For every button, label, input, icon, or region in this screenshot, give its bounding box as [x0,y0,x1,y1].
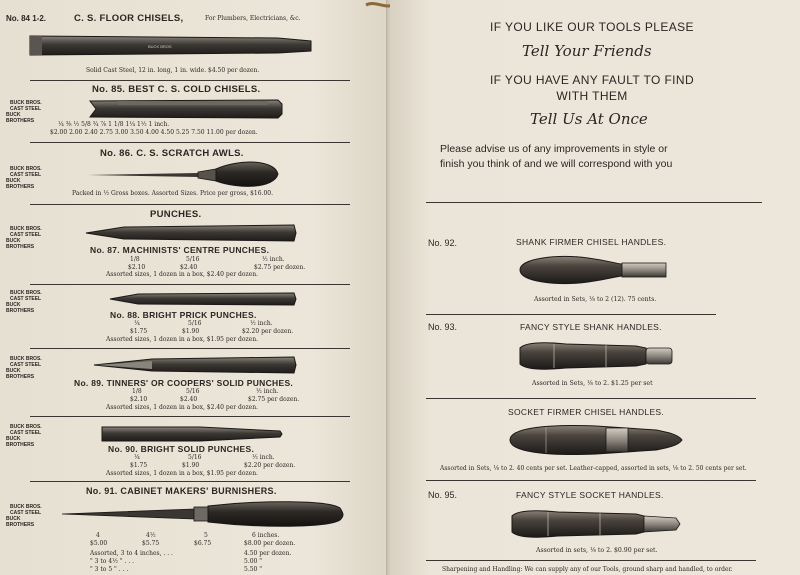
buck-bros-stamp: BUCK BROS. CAST STEEL BUCK BROTHERS [6,290,42,314]
buck-bros-stamp: BUCK BROS. CAST STEEL BUCK BROTHERS [6,504,42,528]
bright-solid-note: Assorted sizes, 1 dozen in a box, $1.95 per dozen. [106,470,258,477]
price-label: $1.90 [182,462,200,469]
burnishers-title: No. 91. CABINET MAKERS' BURNISHERS. [86,486,277,496]
size-label: 1/8 [130,256,140,263]
scratch-awl-illustration [88,157,282,191]
advice-line-1: Please advise us of any improvements in style or [440,143,668,155]
size-label: ¼ [134,454,140,461]
n92-note: Assorted in Sets, ⅛ to 2 (12). 75 cents. [534,296,657,303]
left-page [0,0,388,575]
n95-number: No. 95. [428,490,458,500]
shank-handle-illustration [518,252,670,288]
burnisher-row-label: " 3 to 4½ " . . . [90,558,135,565]
centre-punches-note: Assorted sizes, 1 dozen in a box, $2.40 per dozen. [106,271,258,278]
size-label: ½ inch. [252,454,275,461]
buck-bros-stamp: BUCK BROS. CAST STEEL BUCK BROTHERS [6,356,42,380]
divider [30,204,350,205]
fault-tagline: Tell Us At Once [530,110,648,128]
size-label: 5/16 [188,454,202,461]
divider [30,348,350,349]
scratch-awls-note: Packed in ½ Gross boxes. Assorted Sizes. Price per gross, $16.00. [72,190,273,197]
n94-title: SOCKET FIRMER CHISEL HANDLES. [508,407,665,417]
price-label: $6.75 [194,540,212,547]
size-label: ½ inch. [262,256,285,263]
price-label: $1.75 [130,462,148,469]
price-label: $2.75 per dozen. [248,396,300,403]
fault-heading-2: WITH THEM [556,89,628,103]
friends-heading: IF YOU LIKE OUR TOOLS PLEASE [490,20,694,34]
floor-chisels-subtitle: For Plumbers, Electricians, &c. [205,15,301,22]
n95-note: Assorted in sets, ⅛ to 2. $0.90 per set. [536,547,658,554]
prick-punches-note: Assorted sizes, 1 dozen in a box, $1.95 per dozen. [106,336,258,343]
n92-number: No. 92. [428,238,458,248]
burnisher-row-price: 5.00 " [244,558,263,565]
size-label: ½ inch. [250,320,273,327]
solid-punches-note: Assorted sizes, 1 dozen in a box, $2.40 per dozen. [106,404,258,411]
price-label: $2.40 [180,264,198,271]
solid-punch-illustration [92,354,298,376]
footer-note: Sharpening and Handling: We can supply any of our Tools, ground sharp and handled, to order. [442,566,733,573]
buck-bros-stamp: BUCK BROS. CAST STEEL BUCK BROTHERS [6,166,42,190]
price-label: $2.20 per dozen. [242,328,294,335]
size-label: 4 [96,532,100,539]
buck-bros-stamp: BUCK BROS. CAST STEEL BUCK BROTHERS [6,226,42,250]
cold-chisels-title: No. 85. BEST C. S. COLD CHISELS. [92,84,261,95]
advice-line-2: finish you think of and we will correspond with you [440,158,673,170]
divider [30,142,350,143]
svg-text:BUCK BROS: BUCK BROS [148,44,172,49]
n95-title: FANCY STYLE SOCKET HANDLES. [516,490,664,500]
burnisher-row-label: " 3 to 5 " . . . [90,566,129,573]
centre-punches-title: No. 87. MACHINISTS' CENTRE PUNCHES. [90,245,270,255]
size-label: 5/16 [186,388,200,395]
price-label: $8.00 per dozen. [244,540,296,547]
size-label: ½ inch. [256,388,279,395]
floor-chisels-title: C. S. FLOOR CHISELS, [74,13,184,24]
bright-solid-title: No. 90. BRIGHT SOLID PUNCHES. [108,444,255,454]
scratch-awls-title: No. 86. C. S. SCRATCH AWLS. [100,148,244,159]
prick-punches-title: No. 88. BRIGHT PRICK PUNCHES. [110,310,257,320]
solid-punches-title: No. 89. TINNERS' OR COOPERS' SOLID PUNCHES. [74,378,294,388]
n92-title: SHANK FIRMER CHISEL HANDLES. [516,237,667,247]
centre-punch-illustration [84,222,298,244]
divider [30,284,350,285]
size-label: ¼ [134,320,140,327]
cold-chisels-sizes: ¼ ⅜ ½ 5/8 ¾ ⅞ 1 1/8 1¼ 1½ 1 inch. [58,121,170,128]
divider [426,314,716,315]
friends-tagline: Tell Your Friends [522,42,652,60]
divider [426,480,756,481]
price-label: $5.00 [90,540,108,547]
cold-chisels-prices: $2.00 2.00 2.40 2.75 3.00 3.50 4.00 4.50 5.25 7.50 11.00 per dozen. [50,129,258,136]
divider [426,398,756,399]
divider [426,560,756,561]
size-label: 5/16 [186,256,200,263]
size-label: 6 inches. [252,532,280,539]
fancy-shank-handle-illustration [516,338,676,374]
price-label: $2.10 [130,396,148,403]
burnisher-row-price: 4.50 per dozen. [244,550,292,557]
price-label: $2.10 [128,264,146,271]
price-label: $2.75 per dozen. [254,264,306,271]
bright-solid-punch-illustration [100,424,284,444]
size-label: 1/8 [132,388,142,395]
size-label: 4½ [146,532,156,539]
divider [30,481,350,482]
burnisher-row-price: 5.50 " [244,566,263,573]
buck-bros-stamp: BUCK BROS. CAST STEEL BUCK BROTHERS [6,100,42,124]
divider [30,416,350,417]
fancy-socket-handle-illustration [508,506,684,542]
socket-handle-illustration [506,420,686,460]
right-page [390,0,800,575]
price-label: $1.75 [130,328,148,335]
n94-note: Assorted in Sets, ⅛ to 2. 40 cents per set. Leather-capped, assorted in sets, ⅛ to 2. 50 cents per set. [440,465,747,472]
size-label: 5/16 [188,320,202,327]
floor-chisels-note: Solid Cast Steel, 12 in. long, 1 in. wide. $4.50 per dozen. [86,67,260,74]
n93-note: Assorted in Sets, ⅛ to 2. $1.25 per set [532,380,653,387]
price-label: $5.75 [142,540,160,547]
divider [426,202,762,203]
price-label: $1.90 [182,328,200,335]
floor-chisels-number: No. 84 1-2. [6,14,47,23]
punches-heading: PUNCHES. [150,209,202,220]
price-label: $2.20 per dozen. [244,462,296,469]
burnisher-row-label: Assorted, 3 to 4 inches, . . . [90,550,173,557]
floor-chisel-illustration [28,32,313,58]
prick-punch-illustration [108,290,298,308]
n93-title: FANCY STYLE SHANK HANDLES. [520,322,662,332]
fault-heading: IF YOU HAVE ANY FAULT TO FIND [489,73,695,87]
n93-number: No. 93. [428,322,458,332]
size-label: 5 [204,532,208,539]
burnisher-illustration [60,496,344,532]
price-label: $2.40 [180,396,198,403]
divider [30,80,350,81]
buck-bros-stamp: BUCK BROS. CAST STEEL BUCK BROTHERS [6,424,42,448]
cold-chisel-illustration [88,98,284,120]
